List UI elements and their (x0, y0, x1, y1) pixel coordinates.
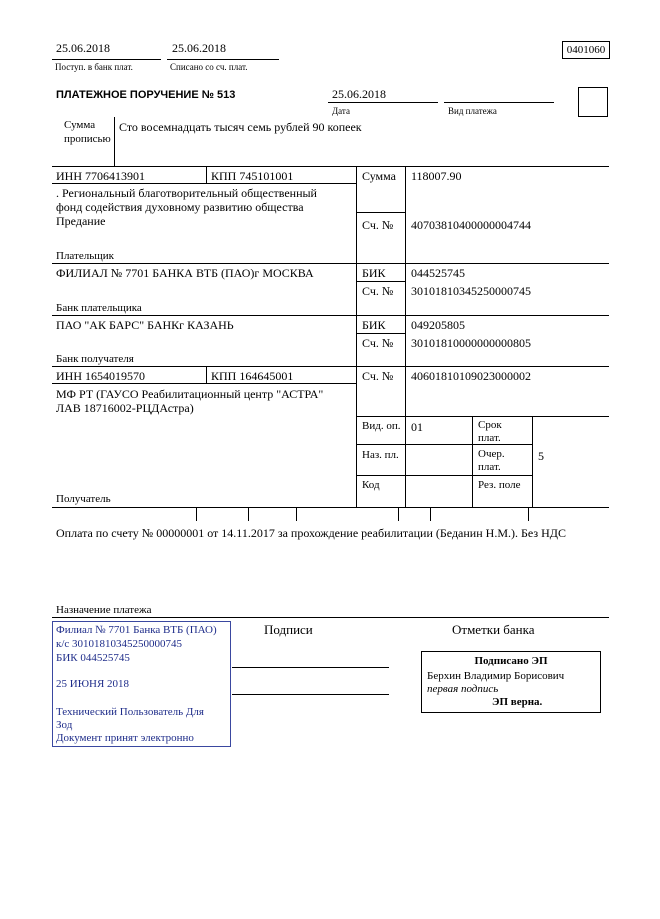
recipient-inn: ИНН 1654019570 (56, 369, 145, 383)
payer-bank-bik-label: БИК (362, 266, 386, 280)
kod-label: Код (362, 479, 380, 491)
form-code: 0401060 (566, 44, 606, 56)
payment-purpose: Оплата по счету № 00000001 от 14.11.2017 за прохождение реабилитации (Беданин Н.М.). Без НДС (56, 526, 566, 540)
recipient-bank-bik: 049205805 (411, 318, 465, 332)
payer-account-label: Сч. № (362, 218, 394, 232)
ocher-label-1: Очер. (478, 448, 505, 460)
payer-inn: ИНН 7706413901 (56, 169, 145, 183)
vid-op: 01 (411, 420, 423, 434)
date-debited-label: Списано со сч. плат. (170, 62, 248, 72)
bank-marks-label: Отметки банка (452, 622, 535, 637)
recipient-name-line-2: ЛАВ 18716002-РЦДАстра) (56, 401, 194, 415)
stamp-line-4: 25 ИЮНЯ 2018 (56, 678, 130, 690)
sum-label: Сумма (362, 169, 396, 183)
form-code-box (562, 41, 610, 59)
payer-bank-account-label: Сч. № (362, 284, 394, 298)
date-received: 25.06.2018 (56, 41, 110, 55)
stamp-line-2: к/с 30101810345250000745 (56, 638, 183, 650)
recipient-name-line-1: МФ РТ (ГАУСО Реабилитационный центр "АСТРА" (56, 387, 324, 401)
payment-type-label: Вид платежа (448, 106, 497, 116)
recipient-bank-account: 30101810000000000805 (411, 336, 531, 350)
ep-signature-type: первая подпись (427, 683, 499, 695)
document-date-label: Дата (332, 106, 350, 116)
ocher: 5 (538, 449, 544, 463)
recipient-bank-bik-label: БИК (362, 318, 386, 332)
signatures-label: Подписи (264, 622, 313, 637)
ep-signed: Подписано ЭП (474, 655, 548, 667)
payment-sum: 118007.90 (411, 169, 462, 183)
stamp-line-1: Филиал № 7701 Банка ВТБ (ПАО) (56, 624, 217, 636)
stamp-line-5: Технический Пользователь Для (56, 706, 204, 718)
document-title: ПЛАТЕЖНОЕ ПОРУЧЕНИЕ № 513 (56, 89, 236, 101)
vid-op-label: Вид. оп. (362, 420, 401, 432)
document-date: 25.06.2018 (332, 87, 386, 101)
payer-bank-label: Банк плательщика (56, 302, 142, 314)
amount-words: Сто восемнадцать тысяч семь рублей 90 копеек (119, 120, 362, 134)
stamp-line-7: Документ принят электронно (56, 732, 194, 744)
srok-label-2: плат. (478, 432, 501, 444)
amount-words-label-2: прописью (64, 133, 111, 145)
recipient-bank-label: Банк получателя (56, 353, 134, 365)
srok-label-1: Срок (478, 419, 502, 431)
recipient-bank-name: ПАО "АК БАРС" БАНКг КАЗАНЬ (56, 318, 234, 332)
date-received-label: Поступ. в банк плат. (55, 62, 133, 72)
ep-verified: ЭП верна. (492, 696, 543, 708)
bank-stamp (52, 621, 231, 747)
payer-bank-account: 30101810345250000745 (411, 284, 531, 298)
ep-signer-name: Берхин Владимир Борисович (427, 670, 565, 682)
amount-words-label-1: Сумма (64, 119, 96, 131)
payer-bank-name: ФИЛИАЛ № 7701 БАНКА ВТБ (ПАО)г МОСКВА (56, 266, 314, 280)
payer-bank-bik: 044525745 (411, 266, 465, 280)
date-debited: 25.06.2018 (172, 41, 226, 55)
ep-signature-box (421, 651, 601, 713)
form-mark-box (578, 87, 608, 117)
naz-pl-label: Наз. пл. (362, 449, 399, 461)
ocher-label-2: плат. (478, 461, 501, 473)
payer-kpp: КПП 745101001 (211, 169, 294, 183)
recipient-bank-account-label: Сч. № (362, 336, 394, 350)
payer-name-line-3: Предание (56, 214, 106, 228)
stamp-line-6: Зод (56, 719, 73, 731)
recipient-account: 40601810109023000002 (411, 369, 531, 383)
payer-account: 40703810400000004744 (411, 218, 531, 232)
payer-name-line-1: . Региональный благотворительный общественный (56, 186, 317, 200)
payer-label: Плательщик (56, 250, 114, 262)
payer-name-line-2: фонд содействия духовному развитию общества (56, 200, 304, 214)
recipient-label: Получатель (56, 493, 111, 505)
recipient-account-label: Сч. № (362, 369, 394, 383)
purpose-label: Назначение платежа (56, 604, 152, 616)
recipient-kpp: КПП 164645001 (211, 369, 294, 383)
stamp-line-3: БИК 044525745 (56, 652, 130, 664)
rez-label: Рез. поле (478, 479, 521, 491)
